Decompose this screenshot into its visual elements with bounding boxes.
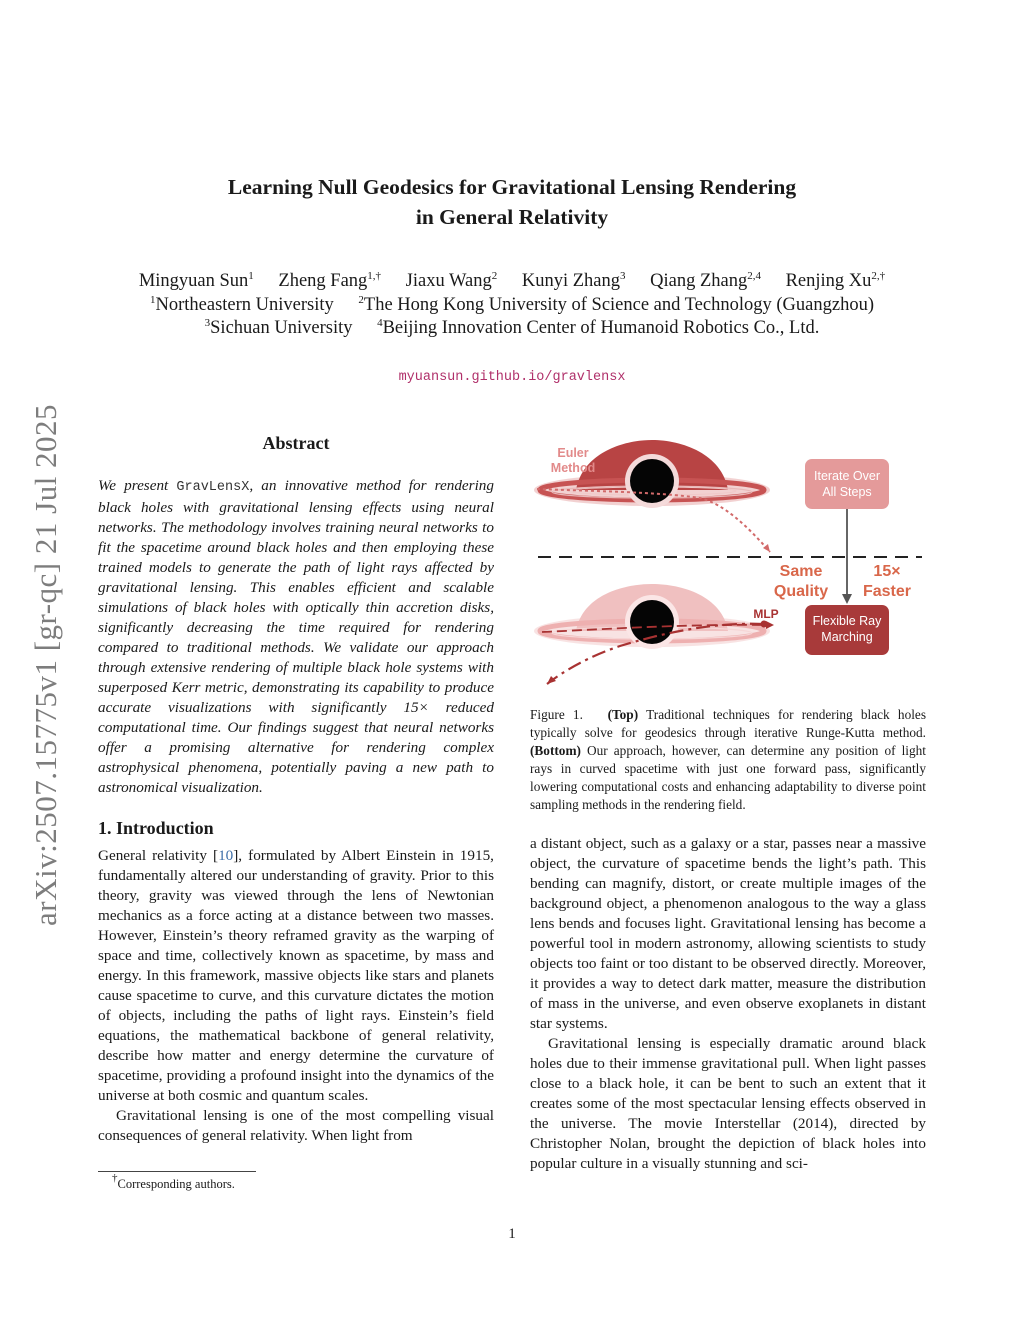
title-line-2: in General Relativity [415,205,609,229]
page-number: 1 [508,1226,516,1242]
right-column-text [530,834,926,1174]
iterate-box-label-2: All Steps [822,485,872,499]
affiliation: $^2$The Hong Kong University of Science and Technology (Guangzhou) [358,294,874,315]
affiliations-line-2 [90,317,934,340]
figure-1-diagram [530,434,926,702]
paper-title [120,172,904,232]
author: Mingyuan Sun$^1$ [138,270,254,291]
intro-paragraph-3: a distant object, such as a galaxy or a star, passes near a massive object, the curvature of spacetime bends the light’s path. This bending can magnify, distort, or create multiple images of the background object, a phenomenon analogous to the way a glass lens bends and focuses light. Gravitational lensing has become a powerful tool in modern astronomy, allowing scientists to study objects too faint or too distant to be observed directly. Moreover, it provides a way to detect dark matter, measure the distribution of mass in the universe, and even observe exoplanets in distant star systems. [530,835,926,1032]
affiliation: $^1$Northeastern University [150,294,334,315]
author: Renjing $Xu^{2,\dagger}$ [785,270,886,291]
affiliations-line-1 [90,294,934,317]
citation-link[interactable]: 10 [218,847,234,864]
arxiv-identifier: arXiv:2507.15775v1 [gr-qc] 21 Jul 2025 [28,403,63,927]
flexible-box-label-1: Flexible Ray [812,614,882,628]
faster-label-2: Faster [862,583,912,600]
bottom-black-hole [534,584,774,684]
footnote-rule [98,1171,256,1172]
same-quality-label-1: Same [779,563,823,580]
intro-paragraph-1: General relativity [10], formulated by Albert Einstein in 1915, fundamentally altered our understanding of gravity. Prior to this theory, gravity was viewed through the lens of Newtonian mechanics as a force acting at a distance between two masses. However, Einstein’s theory reframed gravity as the warping of space and time, collectively known as spacetime, by mass and energy. In this framework, massive objects like stars and planets cause spacetime to curve, and this curvature dictates the motion of objects, including the paths of light rays. Einstein’s field equations, the mathematical backbone of general relativity, describe how matter and energy determine the curvature of spacetime, providing a profound insight into the dynamics of the universe at both cosmic and quantum scales. [98,847,494,1104]
author: Qiang Zhang$^{2,4}$ [650,270,761,291]
title-line-1: Learning Null Geodesics for Gravitational Lensing Rendering [227,175,797,199]
author: Kunyi Zhang$^3$ [521,270,626,291]
affiliation: $^4$Beijing Innovation Center of Humanoid Robotics Co., Ltd. [377,317,820,338]
intro-paragraph-2: Gravitational lensing is one of the most compelling visual consequences of general relativity. When light from [98,1107,494,1144]
same-quality-label-2: Quality [773,583,829,600]
author-list [90,270,934,293]
figure-1-caption: Figure 1. (Top) Traditional techniques for rendering black holes typically solve for geodesics through iterative Runge-Kutta method. (Bottom) Our approach, however, can determine any position of light rays in curved spacetime with just one forward pass, significantly lowering computational costs and enhancing adaptability to diverse point sampling methods in the rendering field. [530,707,926,812]
abstract-heading: Abstract [262,433,330,453]
abstract-body: We present GravLensX, an innovative method for rendering black holes with gravitational lensing effects using neural networks. The methodology involves training neural networks to fit the spacetime around black holes and then employing these trained models to generate the path of light rays affected by gravitational lensing. This enables efficient and scalable simulations of black holes with optically thin accretion disks, significantly decreasing the time required for rendering compared to traditional methods. We validate our approach through extensive rendering of multiple black hole systems with superposed Kerr metric, demonstrating its capability to produce accurate visualizations with significantly 15× reduced computational time. Our findings suggest that neural networks offer a promising alternative for rendering complex astrophysical phenomena, potentially paving a new path to astronomical visualization. [98,477,494,796]
arrow-head [842,594,852,604]
flexible-box-label-2: Marching [821,630,873,644]
iterate-box-label-1: Iterate Over [814,469,880,483]
iterate-box [805,459,889,509]
project-url-link[interactable]: myuansun.github.io/gravlensx [398,370,626,385]
faster-label-1: 15× [873,563,901,580]
mlp-label: MLP [753,607,779,621]
footnote: †Corresponding authors. [112,1172,235,1191]
intro-paragraph-4: Gravitational lensing is especially dramatic around black holes due to their immense gravitational pull. When light passes close to a black hole, it can be bent to such an extent that it creates some of the most spectacular lensing effects observed in the universe. The movie Interstellar (2014), directed by Christopher Nolan, brought the depiction of black holes into popular culture in a visually stunning and sci- [530,1035,926,1172]
method-name: GravLensX [176,480,250,495]
author: Jiaxu Wang$^2$ [405,270,498,291]
left-column-text [98,846,494,1146]
affiliation: $^3$Sichuan University [204,317,353,338]
euler-method-label-2: Method [550,461,596,475]
section-heading-introduction: 1. Introduction [98,818,214,838]
author: Zheng Fang$^{1,\dagger}$ [278,270,382,291]
euler-method-label: Euler [557,446,589,460]
